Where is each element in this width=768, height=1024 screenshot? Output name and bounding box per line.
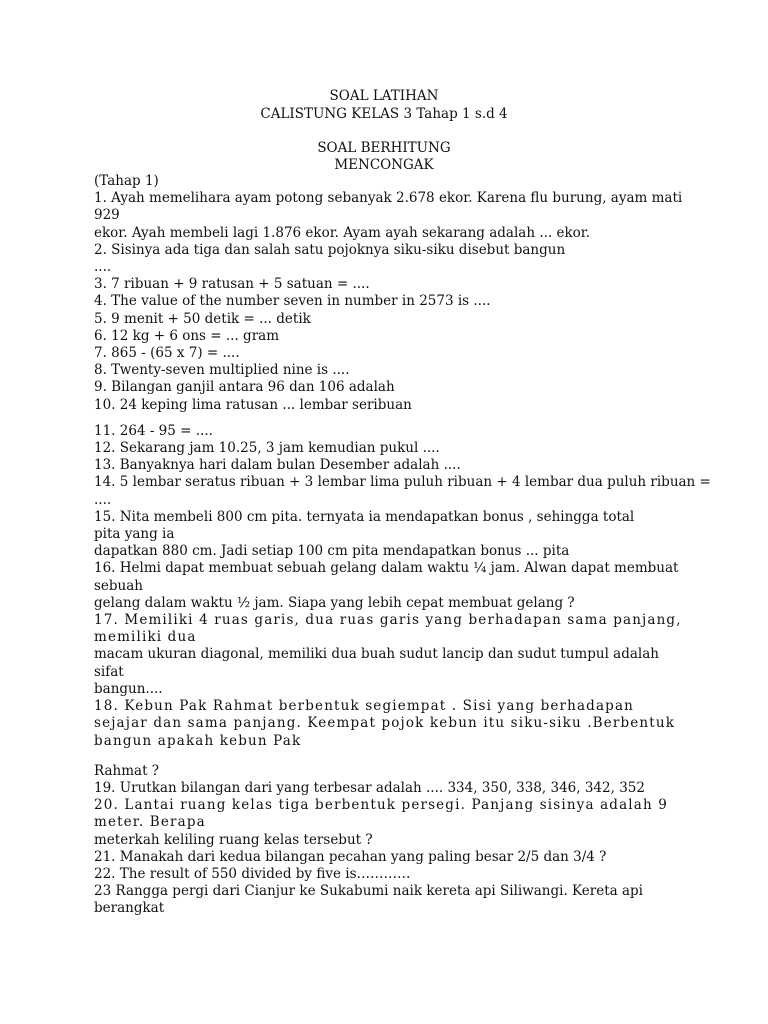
question-line: 17. Memiliki 4 ruas garis, dua ruas garis yang berhadapan sama panjang, (94, 612, 682, 629)
question-line: 12. Sekarang jam 10.25, 3 jam kemudian pukul .... (94, 440, 440, 457)
question-line: pita yang ia (94, 526, 175, 543)
question-line: meterkah keliling ruang kelas tersebut ? (94, 831, 373, 848)
question-line: meter. Berapa (94, 814, 206, 831)
question-line: 4. The value of the number seven in number in 2573 is .... (94, 293, 491, 310)
question-line: ekor. Ayah membeli lagi 1.876 ekor. Ayam ayah sekarang adalah ... ekor. (94, 224, 591, 241)
section-subtitle: MENCONGAK (334, 157, 434, 173)
question-line: 9. Bilangan ganjil antara 96 dan 106 adalah (94, 379, 395, 396)
page-subtitle: CALISTUNG KELAS 3 Tahap 1 s.d 4 (260, 106, 508, 122)
question-line: 15. Nita membeli 800 cm pita. ternyata ia mendapatkan bonus , sehingga total (94, 508, 635, 525)
question-line: 11. 264 - 95 = .... (94, 422, 213, 439)
question-line: 7. 865 - (65 x 7) = .... (94, 345, 240, 362)
question-line: 14. 5 lembar seratus ribuan + 3 lembar lima puluh ribuan + 4 lembar dua puluh ribuan = (94, 474, 711, 491)
question-line: sifat (94, 663, 124, 680)
question-line: memiliki dua (94, 629, 197, 646)
question-line: 16. Helmi dapat membuat sebuah gelang dalam waktu ¼ jam. Alwan dapat membuat (94, 560, 679, 577)
paragraph-gap (94, 750, 684, 763)
question-line: sebuah (94, 577, 143, 594)
question-line: 1. Ayah memelihara ayam potong sebanyak 2.678 ekor. Karena flu burung, ayam mati (94, 190, 683, 207)
question-line: 929 (94, 207, 120, 224)
stage-label: (Tahap 1) (94, 173, 159, 189)
question-line: 2. Sisinya ada tiga dan salah satu pojoknya siku-siku disebut bangun (94, 241, 566, 258)
question-line: 3. 7 ribuan + 9 ratusan + 5 satuan = .... (94, 276, 370, 293)
question-line: gelang dalam waktu ½ jam. Siapa yang lebih cepat membuat gelang ? (94, 594, 575, 611)
question-line: 23 Rangga pergi dari Cianjur ke Sukabumi naik kereta api Siliwangi. Kereta api (94, 883, 643, 900)
question-line: dapatkan 880 cm. Jadi setiap 100 cm pita mendapatkan bonus ... pita (94, 543, 570, 560)
question-line: 8. Twenty-seven multiplied nine is .... (94, 362, 350, 379)
question-line: 20. Lantai ruang kelas tiga berbentuk persegi. Panjang sisinya adalah 9 (94, 797, 668, 814)
paragraph-gap (94, 414, 684, 423)
page-title: SOAL LATIHAN (329, 88, 439, 104)
question-line: 18. Kebun Pak Rahmat berbentuk segiempat . Sisi yang berhadapan (94, 698, 634, 715)
question-line: 6. 12 kg + 6 ons = ... gram (94, 327, 279, 344)
question-line: berangkat (94, 900, 165, 917)
question-line: 5. 9 menit + 50 detik = ... detik (94, 310, 311, 327)
question-line: .... (94, 491, 112, 508)
question-line: bangun.... (94, 680, 163, 697)
question-line: .... (94, 259, 112, 276)
question-line: 22. The result of 550 divided by five is………… (94, 865, 411, 882)
question-line: 13. Banyaknya hari dalam bulan Desember adalah .... (94, 457, 461, 474)
question-list (94, 173, 711, 918)
question-line: 21. Manakah dari kedua bilangan pecahan yang paling besar 2/5 dan 3/4 ? (94, 848, 607, 865)
question-line: sejajar dan sama panjang. Keempat pojok kebun itu siku-siku .Berbentuk (94, 715, 676, 732)
question-line: 10. 24 keping lima ratusan ... lembar seribuan (94, 396, 412, 413)
question-line: 19. Urutkan bilangan dari yang terbesar adalah .... 334, 350, 338, 346, 342, 352 (94, 779, 645, 796)
question-line: Rahmat ? (94, 762, 160, 779)
section-title: SOAL BERHITUNG (317, 140, 451, 156)
question-line: macam ukuran diagonal, memiliki dua buah sudut lancip dan sudut tumpul adalah (94, 646, 659, 663)
question-line: bangun apakah kebun Pak (94, 732, 302, 749)
